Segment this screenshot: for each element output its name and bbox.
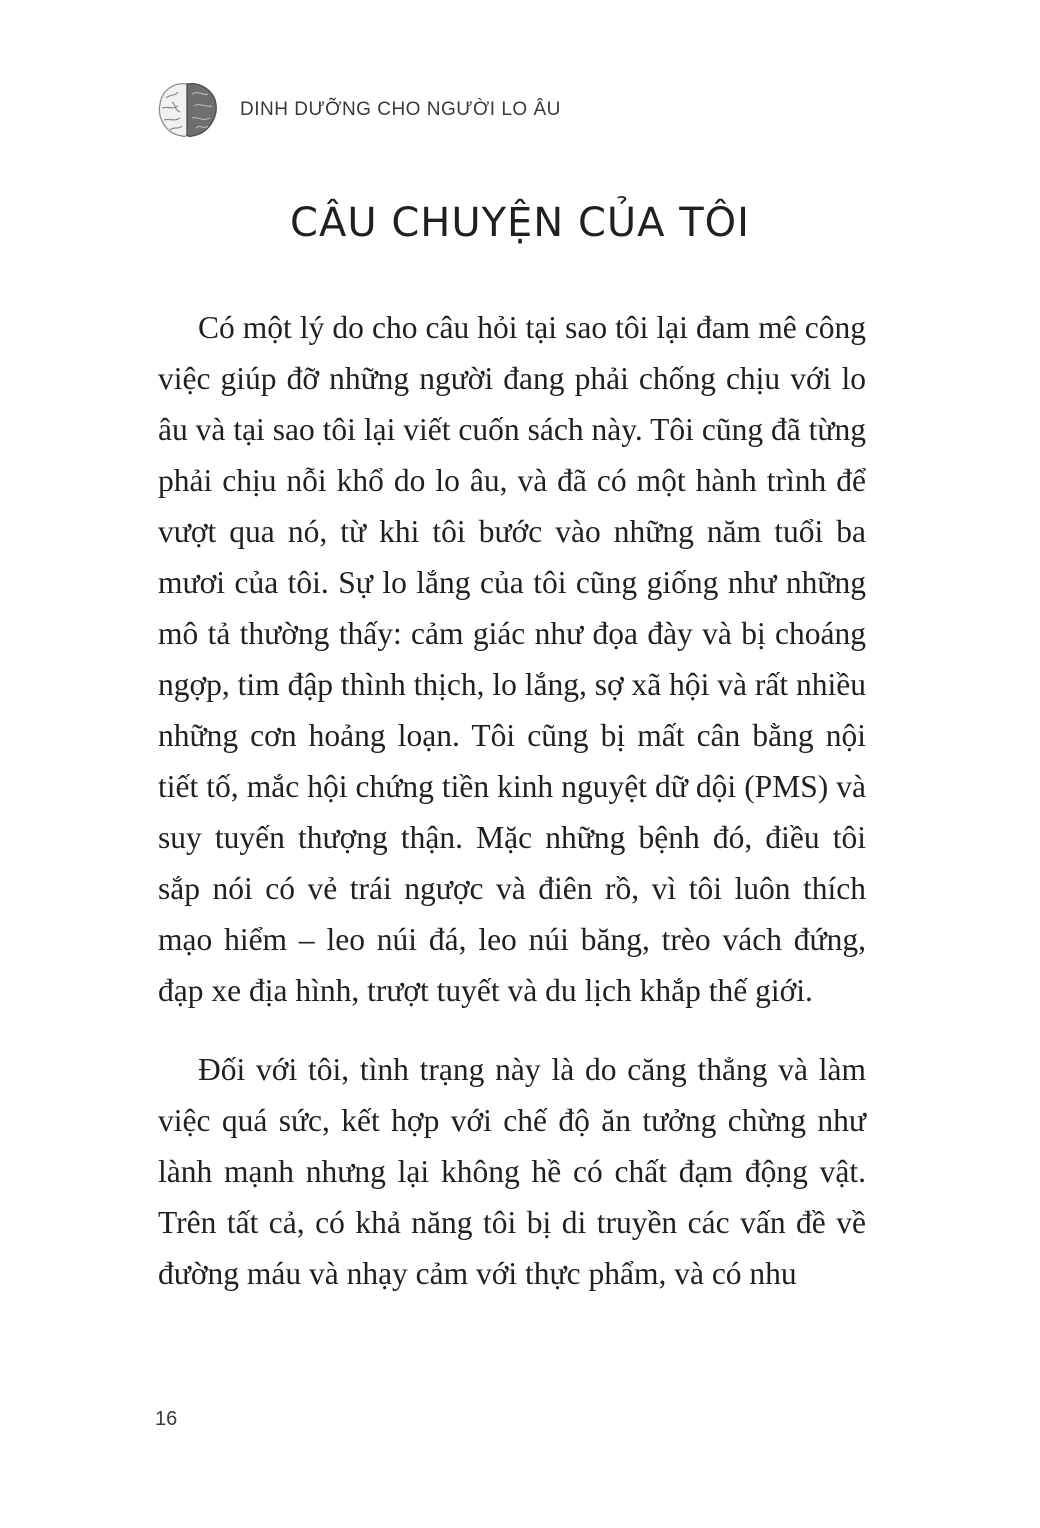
page-number: 16 <box>155 1408 178 1430</box>
brain-icon <box>152 78 222 142</box>
body-text <box>158 302 866 1327</box>
paragraph: Có một lý do cho câu hỏi tại sao tôi lại đam mê công việc giúp đỡ những người đang phải chống chịu với lo âu và tại sao tôi lại viết cuốn sách này. Tôi cũng đã từng phải chịu nỗi khổ do lo âu, và đã có một hành trình để vượt qua nó, từ khi tôi bước vào những năm tuổi ba mươi của tôi. Sự lo lắng của tôi cũng giống như những mô tả thường thấy: cảm giác như đọa đày và bị choáng ngợp, tim đập thình thịch, lo lắng, sợ xã hội và rất nhiều những cơn hoảng loạn. Tôi cũng bị mất cân bằng nội tiết tố, mắc hội chứng tiền kinh nguyệt dữ dội (PMS) và suy tuyến thượng thận. Mặc những bệnh đó, điều tôi sắp nói có vẻ trái ngược và điên rồ, vì tôi luôn thích mạo hiểm – leo núi đá, leo núi băng, trèo vách đứng, đạp xe địa hình, trượt tuyết và du lịch khắp thế giới. <box>158 310 866 1008</box>
chapter-title: CÂU CHUYỆN CỦA TÔI <box>290 200 750 246</box>
running-header <box>152 78 561 142</box>
running-header-title: DINH DƯỠNG CHO NGƯỜI LO ÂU <box>240 99 561 120</box>
paragraph: Đối với tôi, tình trạng này là do căng thẳng và làm việc quá sức, kết hợp với chế độ ăn tưởng chừng như lành mạnh nhưng lại không hề có chất đạm động vật. Trên tất cả, có khả năng tôi bị di truyền các vấn đề về đường máu và nhạy cảm với thực phẩm, và có nhu <box>158 1052 866 1291</box>
